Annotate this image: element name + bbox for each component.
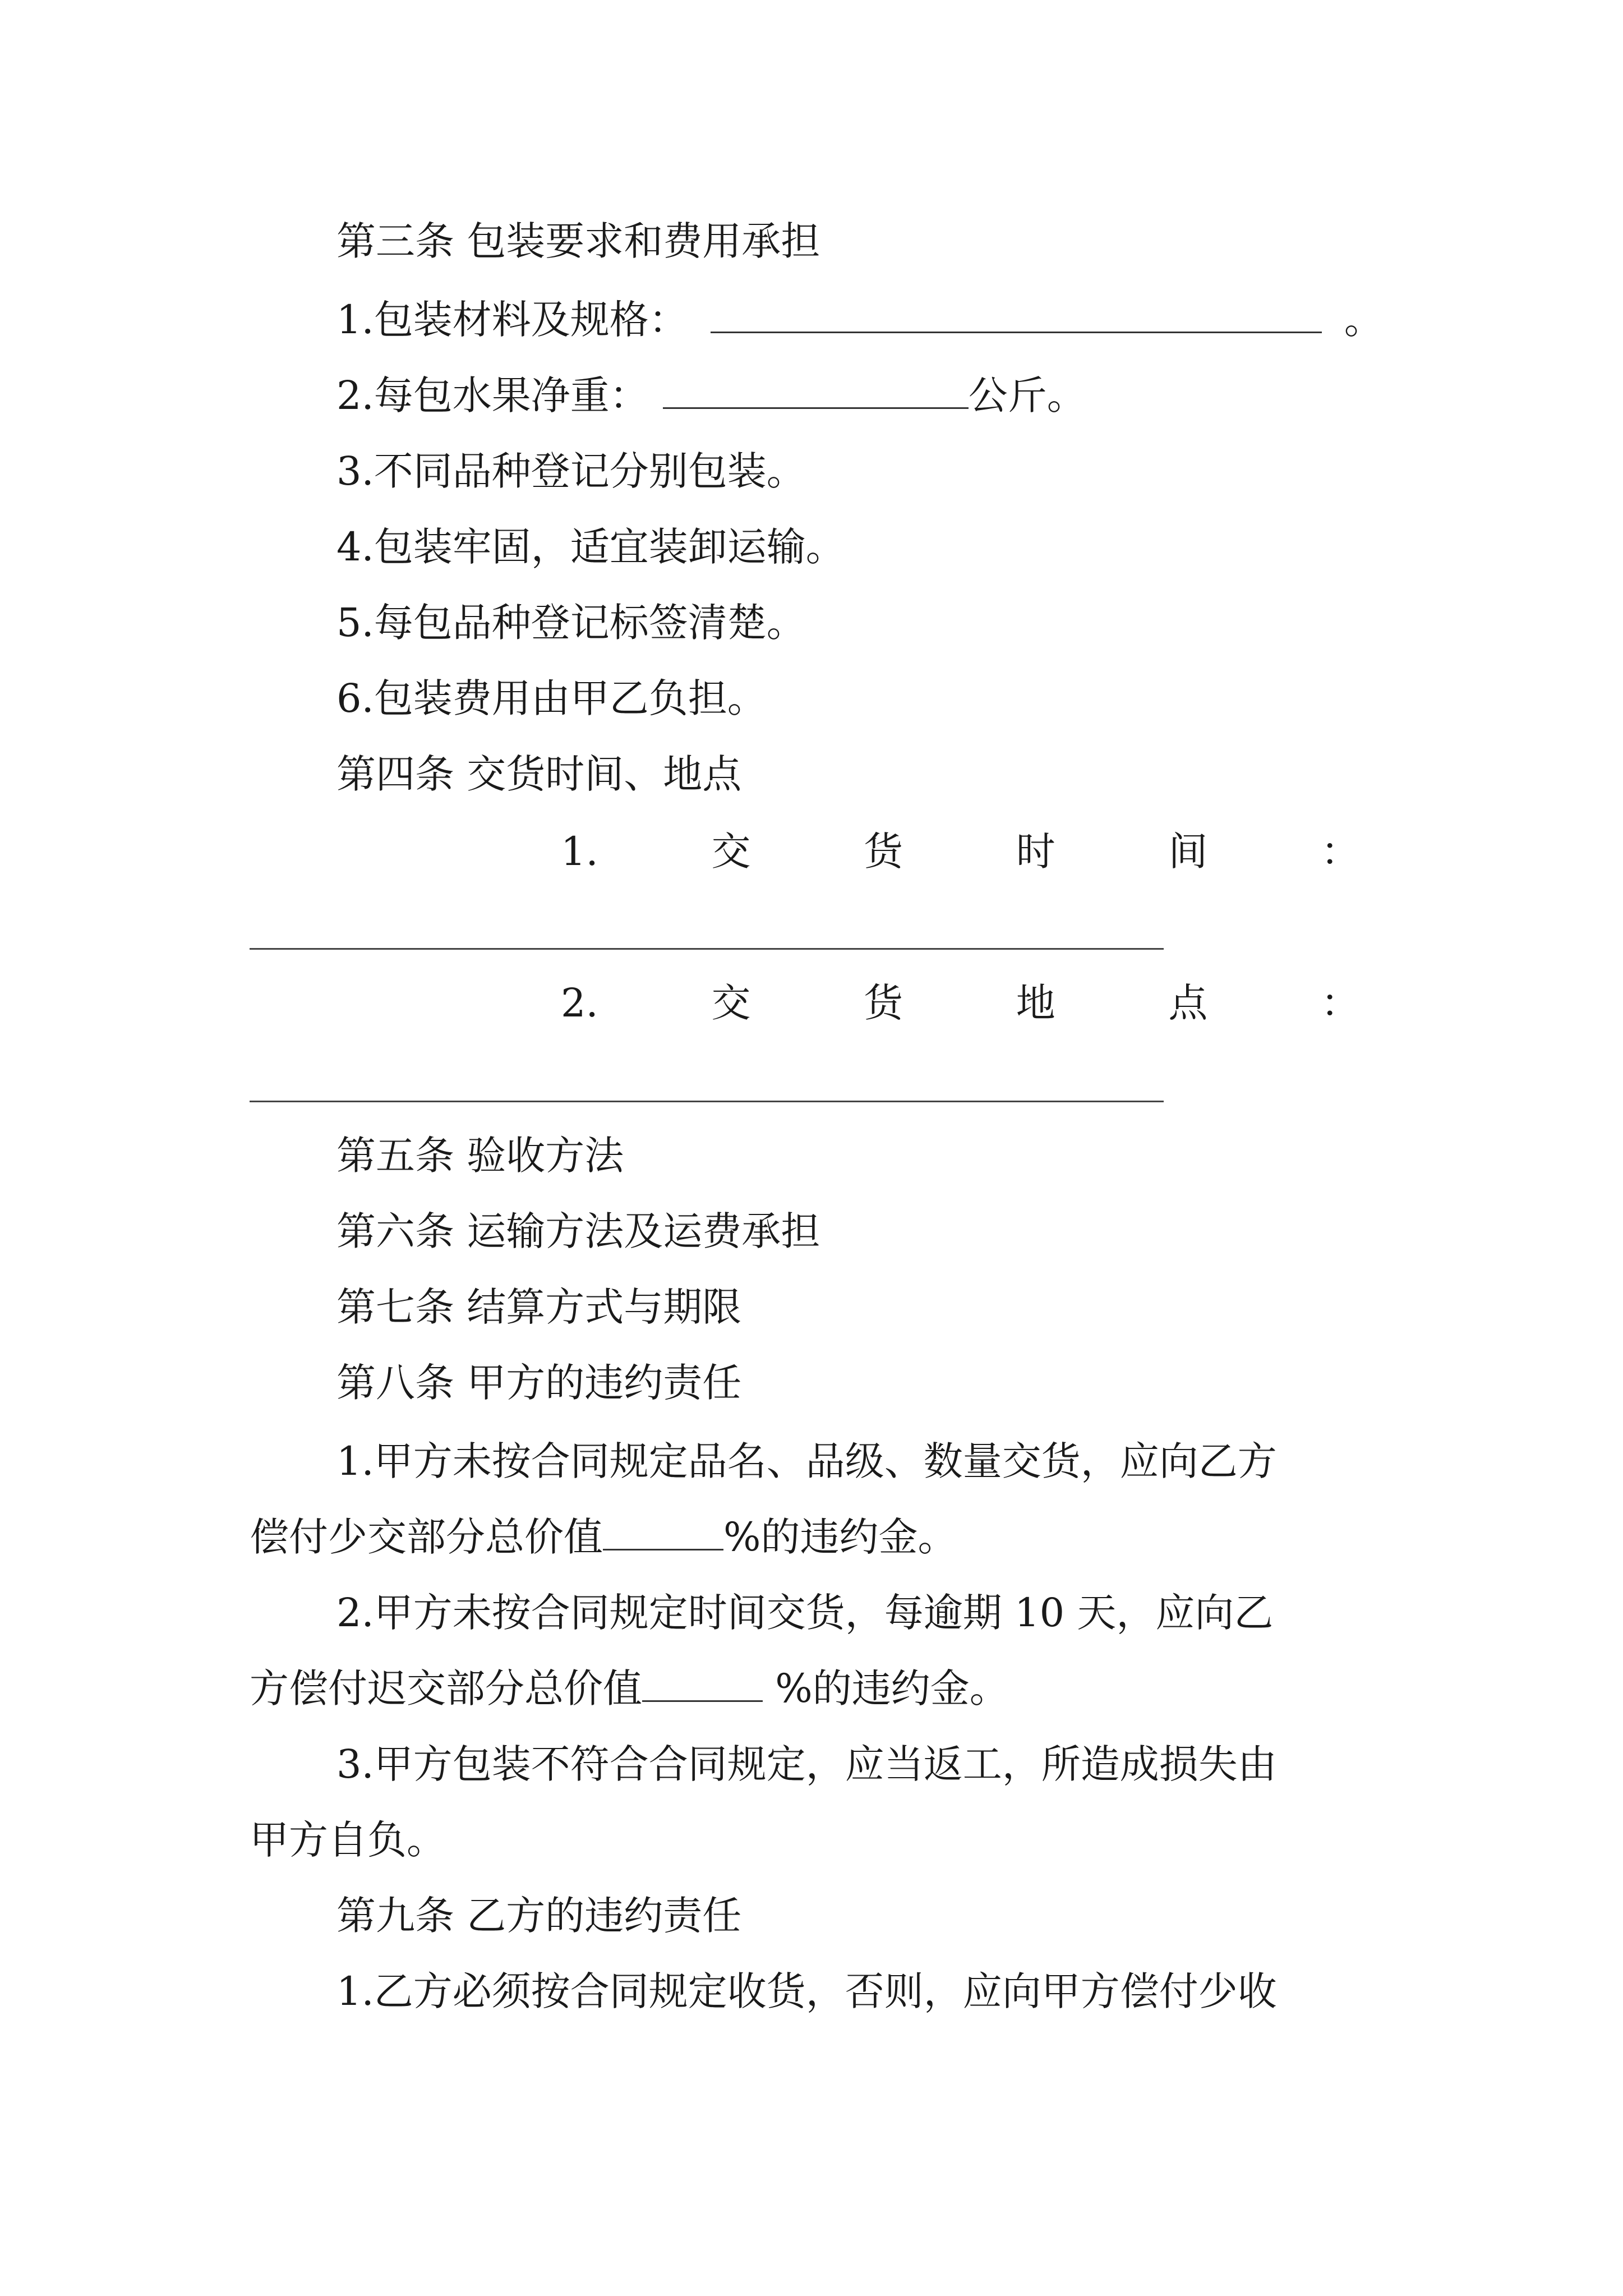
art8-item-2-line-2: [250, 1660, 1009, 1717]
art4-item-2-char: 交: [711, 980, 751, 1026]
art3-item-3: 3.不同品种登记分别包装。: [336, 448, 806, 494]
art4-item-2-char: 地: [1016, 980, 1055, 1026]
art3-item-1-end: 。: [1344, 297, 1384, 343]
art8-item-2-suffix: %的违约金。: [763, 1665, 1009, 1711]
art4-item-2-colon: ：: [1321, 980, 1360, 1026]
art4-item-1: [561, 823, 1360, 880]
art4-item-1-colon: ：: [1321, 829, 1360, 875]
article-6-heading: 第六条 运输方法及运费承担: [336, 1208, 820, 1254]
late-penalty-blank[interactable]: [642, 1665, 763, 1702]
shortfall-penalty-blank[interactable]: [603, 1514, 723, 1550]
article-3-heading: 第三条 包装要求和费用承担: [336, 218, 820, 264]
art3-item-2-unit: 公斤。: [968, 372, 1086, 418]
packaging-spec-blank[interactable]: [711, 297, 1322, 333]
article-4-heading: 第四条 交货时间、地点: [336, 751, 742, 797]
article-5-heading: 第五条 验收方法: [336, 1133, 624, 1179]
art8-item-1-line-2: [250, 1509, 957, 1565]
art4-item-2-num: 2.: [561, 980, 598, 1026]
art3-item-2: [336, 367, 1086, 424]
article-9-heading: 第九条 乙方的违约责任: [336, 1893, 742, 1939]
art3-item-2-label: 2.每包水果净重：: [336, 372, 649, 418]
art4-item-1-char: 交: [711, 829, 751, 875]
art3-item-1: [336, 292, 1384, 348]
art8-item-2-text: 方偿付迟交部分总价值: [250, 1665, 642, 1711]
art4-item-2-char: 点: [1168, 980, 1208, 1026]
article-8-heading: 第八条 甲方的违约责任: [336, 1360, 742, 1406]
art3-item-1-label: 1.包装材料及规格：: [336, 297, 688, 343]
art3-item-5: 5.每包品种登记标签清楚。: [336, 600, 806, 646]
art8-item-1-text: 偿付少交部分总价值: [250, 1514, 603, 1560]
art8-item-1-suffix: %的违约金。: [723, 1514, 957, 1560]
art4-item-1-char: 间: [1168, 829, 1208, 875]
art4-item-1-num: 1.: [561, 829, 598, 875]
art4-item-2-char: 货: [864, 980, 903, 1026]
art8-item-3-line-2: 甲方自负。: [250, 1817, 446, 1863]
art4-item-2: [561, 975, 1360, 1031]
art4-item-1-char: 货: [864, 829, 903, 875]
art8-item-3-line-1: 3.甲方包装不符合合同规定，应当返工，所造成损失由: [336, 1741, 1277, 1787]
delivery-place-blank[interactable]: [250, 1101, 1164, 1102]
art4-item-1-char: 时: [1016, 829, 1055, 875]
delivery-time-blank[interactable]: [250, 948, 1164, 950]
article-7-heading: 第七条 结算方式与期限: [336, 1284, 742, 1330]
net-weight-blank[interactable]: [663, 372, 969, 409]
art9-item-1-line-1: 1.乙方必须按合同规定收货，否则，应向甲方偿付少收: [336, 1968, 1277, 2014]
art3-item-6: 6.包装费用由甲乙负担。: [336, 675, 767, 721]
art8-item-1-line-1: 1.甲方未按合同规定品名、品级、数量交货，应向乙方: [336, 1438, 1277, 1484]
art3-item-4: 4.包装牢固，适宜装卸运输。: [336, 524, 845, 570]
art8-item-2-line-1: 2.甲方未按合同规定时间交货，每逾期 10 天，应向乙: [336, 1590, 1274, 1636]
